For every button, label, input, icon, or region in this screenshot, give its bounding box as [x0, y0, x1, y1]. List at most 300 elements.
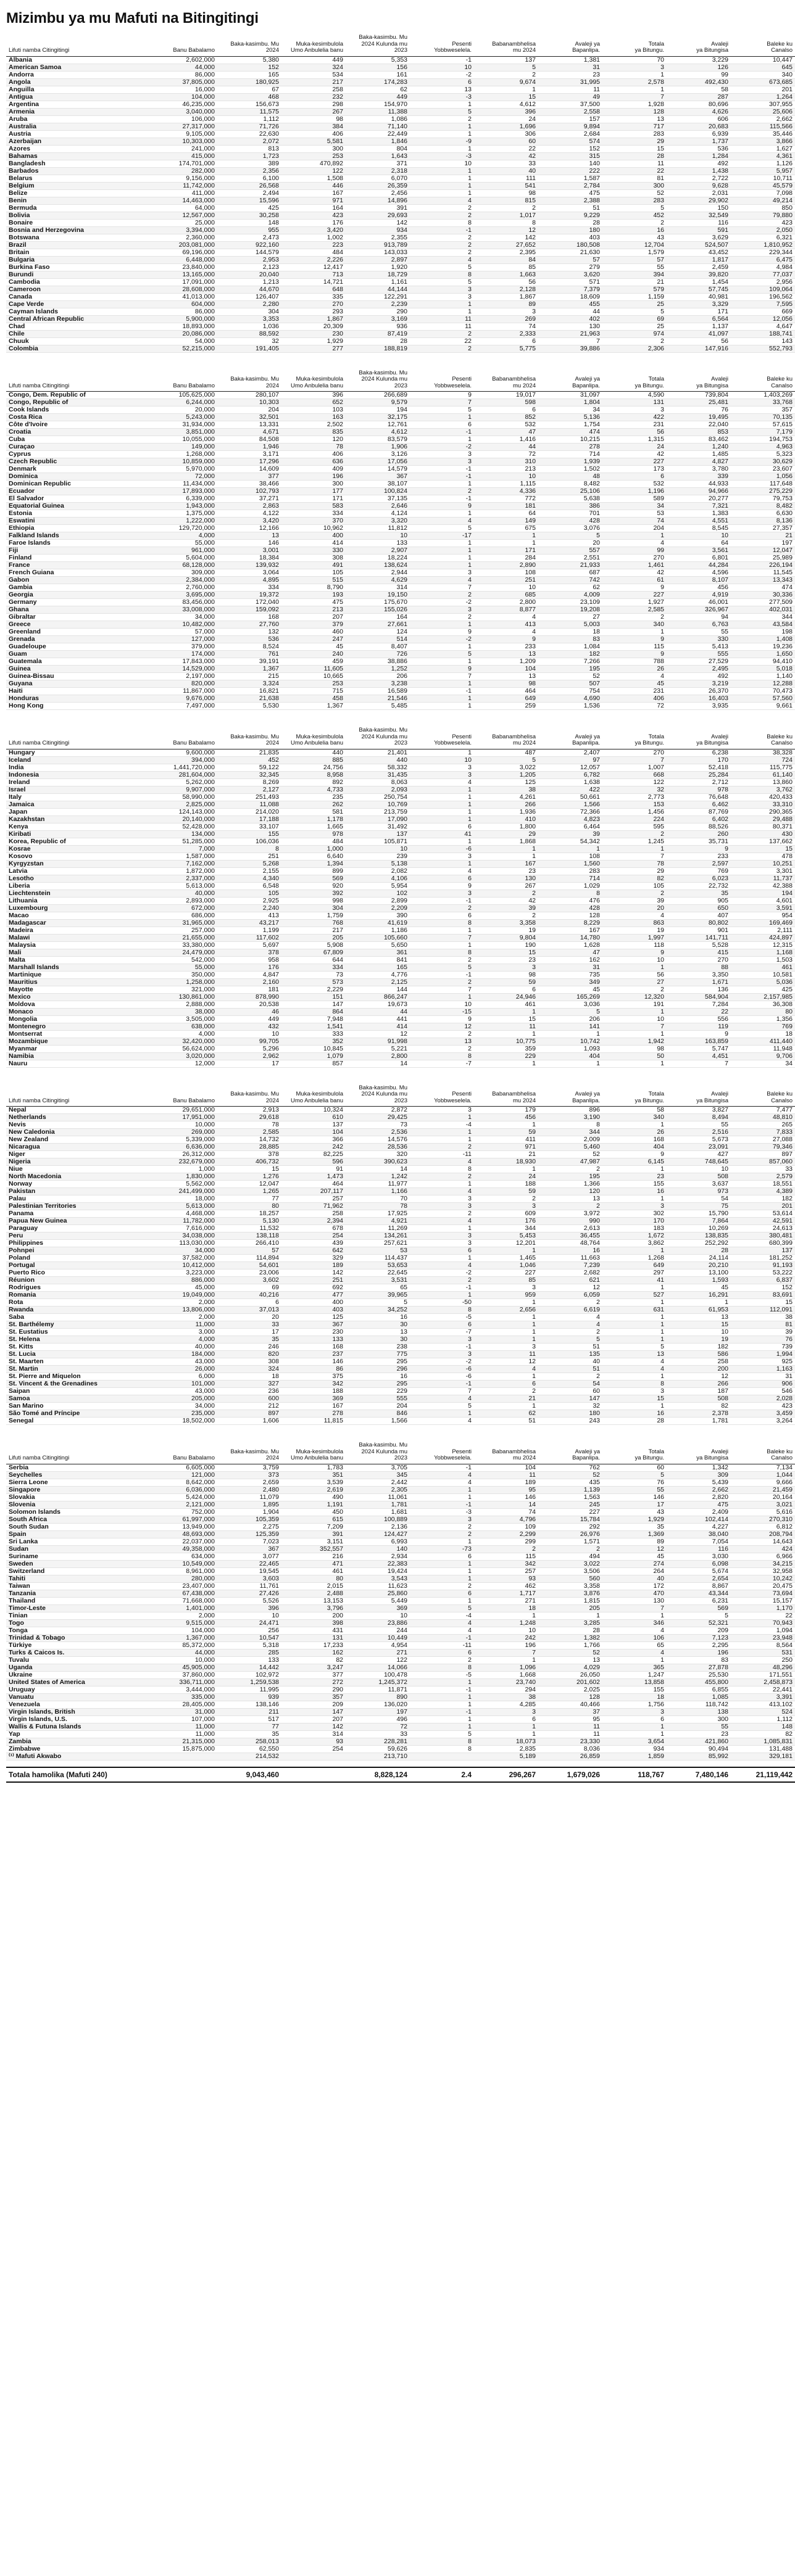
country-name: Dominican Republic — [6, 481, 153, 488]
stat-cell: 11,434,000 — [153, 481, 217, 488]
stat-cell: 701 — [538, 510, 602, 518]
country-row — [6, 808, 795, 815]
stat-cell: 1 — [410, 1136, 474, 1144]
stat-cell: 6,782 — [538, 771, 602, 778]
stat-cell: 425 — [217, 204, 281, 212]
stat-cell: 28,405,000 — [153, 1701, 217, 1708]
stat-cell: 1,627 — [731, 145, 795, 152]
stat-cell: 581 — [281, 808, 346, 815]
stat-cell: 31,492 — [346, 823, 410, 830]
country-name: North Macedonia — [6, 1173, 153, 1181]
stat-cell: 390,623 — [346, 1158, 410, 1166]
stat-cell: 31,965,000 — [153, 919, 217, 927]
stat-cell: 245 — [538, 1501, 602, 1508]
stat-cell: 11,605 — [281, 666, 346, 673]
stat-cell: 205 — [538, 1604, 602, 1612]
country-name: Niger — [6, 1151, 153, 1158]
stat-cell: 28 — [538, 219, 602, 226]
stat-cell: 17,925 — [346, 1210, 410, 1218]
stat-cell: 267 — [281, 108, 346, 115]
country-name: Ukraine — [6, 1671, 153, 1678]
stat-cell: 330 — [667, 636, 731, 643]
stat-cell: 2 — [474, 1195, 538, 1203]
stat-cell: 2,442 — [346, 1479, 410, 1486]
stat-cell: 934 — [346, 226, 410, 234]
stat-cell: 18,729 — [346, 271, 410, 278]
stat-cell: 78 — [346, 1203, 410, 1210]
column-header: Muka-kesimbulola Umo Anbulelia banu — [281, 726, 346, 749]
stat-cell: 461 — [731, 964, 795, 971]
stat-cell: 108 — [474, 569, 538, 577]
stat-cell: 4,984 — [731, 263, 795, 271]
stat-cell: 668 — [602, 771, 667, 778]
stat-cell: 4 — [602, 1366, 667, 1373]
stat-cell: 163 — [281, 414, 346, 421]
stat-cell: 2,662 — [667, 1486, 731, 1493]
stat-cell: 571 — [538, 278, 602, 286]
stat-cell: 23 — [474, 956, 538, 964]
stat-cell: 2,356 — [217, 167, 281, 175]
country-name: Eswatini — [6, 518, 153, 525]
stat-cell: 7,179 — [731, 429, 795, 436]
stat-cell: 53,653 — [346, 1262, 410, 1269]
stat-cell: 2,893,000 — [153, 897, 217, 904]
stat-cell: 5 — [410, 1403, 474, 1410]
stat-cell: 461 — [281, 1567, 346, 1575]
stat-cell: 304 — [281, 904, 346, 912]
stat-cell: 25 — [602, 323, 667, 330]
stat-cell: 726 — [346, 651, 410, 658]
stat-cell: 213 — [281, 606, 346, 614]
country-row — [6, 614, 795, 621]
header-row — [6, 33, 795, 56]
stat-cell: 18,000 — [153, 1195, 217, 1203]
country-row — [6, 1030, 795, 1038]
stat-cell: 934 — [602, 1745, 667, 1752]
stat-cell: 4 — [410, 1395, 474, 1403]
stat-cell: 475 — [667, 1501, 731, 1508]
stat-cell: 1,810,952 — [731, 241, 795, 249]
stat-cell: 5,485 — [346, 703, 410, 710]
stat-cell: 167 — [281, 1403, 346, 1410]
stat-cell: 147 — [538, 1395, 602, 1403]
stat-cell: 1,939 — [538, 458, 602, 466]
stat-cell: 1,163 — [731, 1366, 795, 1373]
stat-cell: 2,760,000 — [153, 584, 217, 592]
stat-cell: 9,105,000 — [153, 130, 217, 138]
stat-cell: 14 — [346, 1060, 410, 1067]
stat-cell: 5,003 — [538, 621, 602, 629]
stat-cell: -1 — [410, 1344, 474, 1351]
stat-cell: 1 — [474, 1030, 538, 1038]
stat-cell: 3,238 — [346, 680, 410, 688]
stat-cell: 146 — [281, 1358, 346, 1366]
stat-cell: 39 — [474, 904, 538, 912]
stat-cell: 1 — [602, 1321, 667, 1329]
stat-cell: 334 — [217, 584, 281, 592]
stat-cell: 978 — [281, 830, 346, 838]
stat-cell: 6,640 — [281, 852, 346, 860]
stat-cell: 52,321 — [667, 1619, 731, 1627]
country-row — [6, 1307, 795, 1314]
country-name: Slovakia — [6, 1493, 153, 1501]
stat-cell: 3,001 — [217, 547, 281, 555]
country-row — [6, 651, 795, 658]
column-header: Avaleji ya Bitungisa — [667, 33, 731, 56]
stat-cell: 2 — [410, 1277, 474, 1284]
stat-cell: 20,210 — [667, 1262, 731, 1269]
stat-cell: 287 — [667, 93, 731, 101]
stat-cell: -1 — [410, 56, 474, 64]
stat-cell: 23 — [667, 1730, 731, 1738]
stat-cell: 217 — [281, 927, 346, 934]
stat-cell: 200 — [281, 1612, 346, 1619]
stat-cell: 9 — [410, 629, 474, 636]
stat-cell: 2 — [410, 956, 474, 964]
stat-cell: 3 — [474, 1344, 538, 1351]
stat-cell: 1,867 — [474, 293, 538, 300]
stat-cell: 5,318 — [217, 1641, 281, 1649]
stat-cell: 1 — [410, 1255, 474, 1262]
stat-cell: 31,934,000 — [153, 421, 217, 429]
country-row — [6, 436, 795, 444]
stat-cell: 10,269 — [667, 1225, 731, 1232]
stat-cell: -1 — [410, 1686, 474, 1693]
country-row — [6, 897, 795, 904]
stat-cell: 2,820 — [667, 1493, 731, 1501]
stat-cell: 692 — [281, 1284, 346, 1292]
stat-cell: 1 — [410, 1567, 474, 1575]
column-header: Pesenti Yobbweselela. — [410, 369, 474, 392]
country-name: Myanmar — [6, 1045, 153, 1052]
stat-cell: 126,407 — [217, 293, 281, 300]
stat-cell: 423 — [731, 219, 795, 226]
stat-cell: 29,488 — [731, 815, 795, 823]
stat-cell: 80,802 — [667, 919, 731, 927]
stat-cell: 391 — [281, 1530, 346, 1538]
stat-cell: 10 — [217, 1612, 281, 1619]
country-name: Guyana — [6, 680, 153, 688]
stat-cell: 1 — [602, 1336, 667, 1344]
stat-cell: 978 — [667, 786, 731, 793]
column-header: Baka-kasimbu. Mu 2024 Kulunda mu 2023 — [346, 33, 410, 56]
stat-cell: 4 — [602, 540, 667, 547]
grand-total-table — [6, 1767, 795, 1783]
stat-cell: 71,726 — [217, 123, 281, 130]
stat-cell: 308 — [217, 1358, 281, 1366]
stat-cell: 9 — [667, 845, 731, 852]
stat-cell: 14 — [346, 1166, 410, 1173]
stat-cell: 5,528 — [667, 941, 731, 949]
country-name: Madagascar — [6, 919, 153, 927]
stat-cell: 2,082 — [346, 867, 410, 875]
country-name: Chile — [6, 330, 153, 337]
stat-cell: 69 — [602, 315, 667, 323]
stat-cell: -1 — [410, 466, 474, 473]
stat-cell: 7,595 — [731, 300, 795, 308]
stat-cell: 57 — [602, 256, 667, 263]
country-row — [6, 1381, 795, 1388]
stat-cell: -1 — [410, 1464, 474, 1471]
stat-cell: 672,000 — [153, 904, 217, 912]
stat-cell: 2,395 — [474, 249, 538, 256]
stat-cell: 3,531 — [346, 1277, 410, 1284]
stat-cell: 3 — [410, 890, 474, 897]
stat-cell: 1,560 — [538, 860, 602, 867]
column-header: Lifuti namba Citingitingi — [6, 369, 153, 392]
stat-cell: 19,236 — [731, 643, 795, 651]
stat-cell: 4 — [410, 1627, 474, 1634]
stat-cell: 2,306 — [602, 345, 667, 352]
stat-cell: 59 — [474, 978, 538, 986]
stat-cell: 3 — [410, 1240, 474, 1247]
stat-cell: 13 — [217, 532, 281, 540]
country-name: Senegal — [6, 1418, 153, 1425]
stat-cell: 37,271 — [217, 495, 281, 503]
stat-cell: 144,579 — [217, 249, 281, 256]
country-row — [6, 300, 795, 308]
country-row — [6, 1321, 795, 1329]
stat-cell: 14,529,000 — [153, 666, 217, 673]
stat-cell: 579 — [602, 286, 667, 293]
country-name: Tinian — [6, 1612, 153, 1619]
country-name: Chuuk — [6, 337, 153, 345]
stat-cell: 5 — [410, 964, 474, 971]
stat-cell: 26,568 — [217, 182, 281, 189]
stat-cell: 19 — [602, 927, 667, 934]
stat-cell: 42,591 — [731, 1218, 795, 1225]
stat-cell: 9,894 — [538, 123, 602, 130]
stat-cell: 31 — [731, 1373, 795, 1381]
country-name: Japan — [6, 808, 153, 815]
stat-cell: 231 — [602, 688, 667, 695]
stat-cell: 18,893,000 — [153, 323, 217, 330]
stat-cell: 687 — [538, 569, 602, 577]
stat-cell: 1 — [538, 1612, 602, 1619]
stat-cell: 1 — [410, 838, 474, 845]
stat-cell: 686,000 — [153, 912, 217, 919]
stat-cell: 3,876 — [538, 1590, 602, 1597]
stat-cell: 310 — [474, 458, 538, 466]
stat-cell: 83 — [538, 636, 602, 643]
stat-cell: 24 — [474, 115, 538, 123]
stat-cell: 10,412,000 — [153, 1262, 217, 1269]
stat-cell: 1,199 — [217, 927, 281, 934]
country-name: Vanuatu — [6, 1693, 153, 1701]
stat-cell: 1,872,000 — [153, 867, 217, 875]
stat-cell: 64,000 — [153, 204, 217, 212]
stat-cell: 584,904 — [667, 993, 731, 1001]
stat-cell: 3,391 — [731, 1693, 795, 1701]
stat-cell: 4,626 — [667, 108, 731, 115]
stat-cell: 34,000 — [153, 614, 217, 621]
country-row — [6, 1708, 795, 1715]
stat-cell: 1,473 — [281, 1173, 346, 1181]
stat-cell: 10 — [410, 64, 474, 71]
stat-cell: 15 — [731, 1299, 795, 1307]
stat-cell: 1 — [602, 1060, 667, 1067]
country-name: Brazil — [6, 241, 153, 249]
country-row — [6, 569, 795, 577]
stat-cell: 38,886 — [346, 658, 410, 666]
stat-cell: 2,000 — [153, 1314, 217, 1321]
stat-cell: 47 — [538, 949, 602, 956]
country-row — [6, 845, 795, 852]
country-name: Luxembourg — [6, 904, 153, 912]
stat-cell: -15 — [410, 1008, 474, 1015]
stat-cell: 293 — [281, 308, 346, 315]
stat-cell: 3,329 — [667, 300, 731, 308]
country-name: India — [6, 764, 153, 771]
stat-cell: 349 — [538, 978, 602, 986]
stat-cell: 6,238 — [667, 749, 731, 756]
country-row — [6, 680, 795, 688]
stat-cell: 79,880 — [731, 212, 795, 219]
stat-cell: 10,303,000 — [153, 138, 217, 145]
stat-cell: 1,456 — [602, 808, 667, 815]
stat-cell: 114,894 — [217, 1255, 281, 1262]
stat-cell: 2,015 — [281, 1582, 346, 1590]
stat-cell: 101,000 — [153, 1381, 217, 1388]
stat-cell: 1,781 — [667, 1418, 731, 1425]
country-row — [6, 451, 795, 458]
stat-cell: 42 — [474, 152, 538, 160]
stat-cell: 1 — [410, 1575, 474, 1582]
stat-cell: 5,268 — [217, 860, 281, 867]
stat-cell: 83,456,000 — [153, 599, 217, 606]
stat-cell: 326,967 — [667, 606, 731, 614]
stat-cell: 260 — [667, 830, 731, 838]
country-name: Benin — [6, 197, 153, 204]
stat-cell: 1,000 — [153, 1166, 217, 1173]
stat-cell: 238 — [346, 1344, 410, 1351]
country-row — [6, 815, 795, 823]
stat-cell: 138,835 — [667, 1232, 731, 1240]
stat-cell: 10 — [474, 473, 538, 481]
stat-cell: 3 — [410, 458, 474, 466]
country-row — [6, 1634, 795, 1641]
stat-cell: 23,407,000 — [153, 1582, 217, 1590]
country-row — [6, 547, 795, 555]
stat-cell: 269 — [474, 315, 538, 323]
stat-cell: 203,081,000 — [153, 241, 217, 249]
country-name: Nepal — [6, 1107, 153, 1114]
stat-cell: 28,885 — [217, 1144, 281, 1151]
stat-cell: 134,261 — [346, 1232, 410, 1240]
stat-cell: 1 — [602, 1030, 667, 1038]
stat-cell: 12,315 — [731, 941, 795, 949]
stat-cell: 7,098 — [731, 189, 795, 197]
stat-cell: 6,464 — [538, 823, 602, 830]
stat-cell: 2,536 — [346, 1129, 410, 1136]
stat-cell: 478 — [731, 852, 795, 860]
column-header: Avaleji ya Bitungisa — [667, 1441, 731, 1464]
stat-cell: 2,384,000 — [153, 577, 217, 584]
stat-cell: 3 — [602, 1203, 667, 1210]
stat-cell: 57,745 — [667, 286, 731, 293]
stat-cell: 136 — [667, 986, 731, 993]
stat-cell: 21,963 — [538, 330, 602, 337]
stat-cell: 181 — [217, 986, 281, 993]
stat-cell: 233 — [474, 643, 538, 651]
stat-cell: 5 — [410, 1730, 474, 1738]
stat-cell: 2,337,000 — [153, 875, 217, 882]
stat-cell: 124,427 — [346, 1530, 410, 1538]
stat-cell: 2 — [538, 1166, 602, 1173]
section-gap — [6, 1425, 735, 1441]
stat-cell: 242 — [281, 1144, 346, 1151]
country-name: Türkiye — [6, 1641, 153, 1649]
stat-cell: 352,557 — [281, 1545, 346, 1553]
stat-cell: 4 — [410, 1188, 474, 1195]
stat-cell: 1,665 — [281, 823, 346, 830]
stat-cell: 1,946 — [217, 444, 281, 451]
stat-cell: 17,090 — [346, 815, 410, 823]
stat-cell: 11,000 — [153, 1321, 217, 1329]
country-row — [6, 315, 795, 323]
stat-cell: 22 — [731, 1612, 795, 1619]
stat-cell: 342 — [474, 1560, 538, 1567]
stat-cell: 1 — [602, 1284, 667, 1292]
stat-cell: 55 — [602, 263, 667, 271]
country-row — [6, 793, 795, 801]
stat-cell: 380,481 — [731, 1232, 795, 1240]
stat-cell: 40 — [474, 167, 538, 175]
stat-cell: 5 — [410, 278, 474, 286]
stat-cell: 54 — [538, 1381, 602, 1388]
country-name: Palestinian Territories — [6, 1203, 153, 1210]
country-row — [6, 1715, 795, 1723]
stat-cell: 13,343 — [731, 577, 795, 584]
stat-cell: 136,020 — [346, 1701, 410, 1708]
stat-cell: 367 — [281, 1321, 346, 1329]
stat-cell: 168 — [602, 1136, 667, 1144]
stat-cell: 11,761 — [217, 1582, 281, 1590]
stat-cell: 8 — [410, 1052, 474, 1060]
stat-cell: 48,693,000 — [153, 1530, 217, 1538]
stat-cell: 46,001 — [667, 599, 731, 606]
stat-cell: 7,134 — [731, 1464, 795, 1471]
stat-cell: 37,500 — [538, 101, 602, 108]
stat-cell: 5,613,000 — [153, 1203, 217, 1210]
stat-cell: 25,000 — [153, 219, 217, 226]
stat-cell: 52 — [538, 1649, 602, 1656]
stat-cell: 344 — [474, 1225, 538, 1232]
stat-cell: 82,225 — [281, 1151, 346, 1158]
stat-cell: 606 — [667, 115, 731, 123]
stat-cell: 99,705 — [217, 1038, 281, 1045]
stat-cell: 5,138 — [346, 860, 410, 867]
stat-cell: 52,428,000 — [153, 823, 217, 830]
country-row — [6, 518, 795, 525]
stat-cell: 2 — [410, 204, 474, 212]
stat-cell: 1 — [474, 1299, 538, 1307]
stat-cell: 2,318 — [346, 167, 410, 175]
country-name: Burundi — [6, 271, 153, 278]
stat-cell: 3,358 — [474, 919, 538, 927]
stat-cell: 5,747 — [667, 1045, 731, 1052]
stat-cell: 188 — [474, 1181, 538, 1188]
stat-cell: 5 — [538, 1008, 602, 1015]
stat-cell: 3,796 — [281, 1604, 346, 1612]
stat-cell: 275,229 — [731, 488, 795, 495]
stat-cell: 38,000 — [153, 1008, 217, 1015]
stat-cell: 21,315,000 — [153, 1738, 217, 1745]
stat-cell: 35 — [217, 1730, 281, 1738]
stat-cell: 130 — [474, 875, 538, 882]
stat-cell: 2 — [474, 890, 538, 897]
stat-cell: 17,056 — [346, 458, 410, 466]
